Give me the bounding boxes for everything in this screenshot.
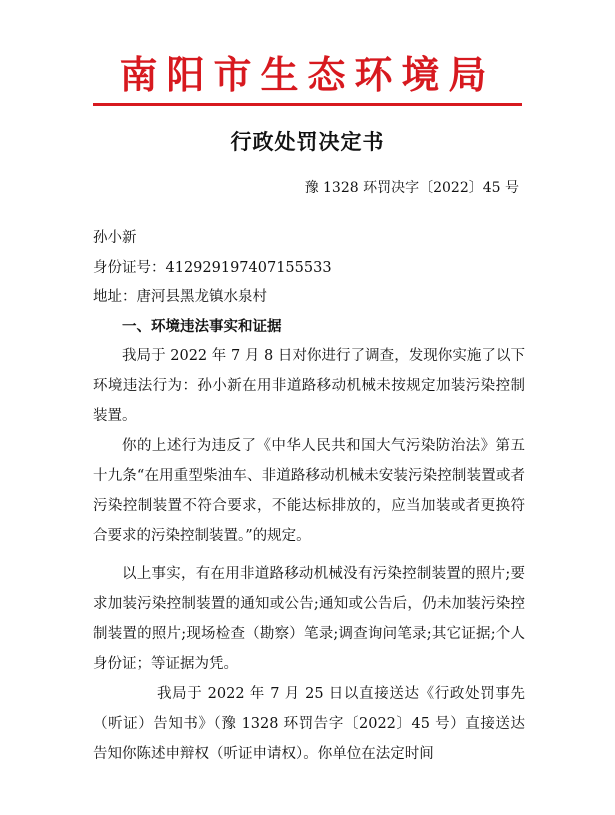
section-heading-violation-facts: 一、环境违法事实和证据 bbox=[122, 319, 282, 335]
agency-header: 南阳市生态环境局 bbox=[119, 53, 496, 97]
header-red-rule bbox=[93, 103, 522, 106]
document-number: 豫 1328 环罚决字〔2022〕45 号 bbox=[304, 180, 519, 196]
paragraph-evidence: 以上事实，有在用非道路移动机械没有污染控制装置的照片;要求加装污染控制装置的通知或公告;通知或公告后，仍未加装污染控制装置的照片;现场检查（勘察）笔录;调查询问笔录;其它证据;个人身份证；等证据为凭。 bbox=[93, 566, 525, 672]
party-id-line: 身份证号：412929197407155533 bbox=[93, 260, 332, 276]
paragraph-investigation: 我局于 2022 年 7 月 8 日对你进行了调查，发现你实施了以下环境违法行为：孙小新在用非道路移动机械未按规定加装污染控制装置。 bbox=[93, 348, 525, 424]
party-name: 孙小新 bbox=[93, 230, 137, 246]
party-address-line: 地址：唐河县黑龙镇水泉村 bbox=[93, 289, 267, 305]
paragraph-law-violation: 你的上述行为违反了《中华人民共和国大气污染防治法》第五十九条“在用重型柴油车、非道路移动机械未安装污染控制装置或者污染控制装置不符合要求，不能达标排放的，应当加装或者更换符合要求的污染控制装置。”的规定。 bbox=[93, 438, 525, 544]
document-title: 行政处罚决定书 bbox=[230, 129, 385, 154]
paragraph-notification: 我局于 2022 年 7 月 25 日以直接送达《行政处罚事先（听证）告知书》（豫 1328 环罚告字〔2022〕45 号）直接送达告知你陈述申辩权（听证申请权）。你单位在法定时间 bbox=[93, 686, 525, 762]
